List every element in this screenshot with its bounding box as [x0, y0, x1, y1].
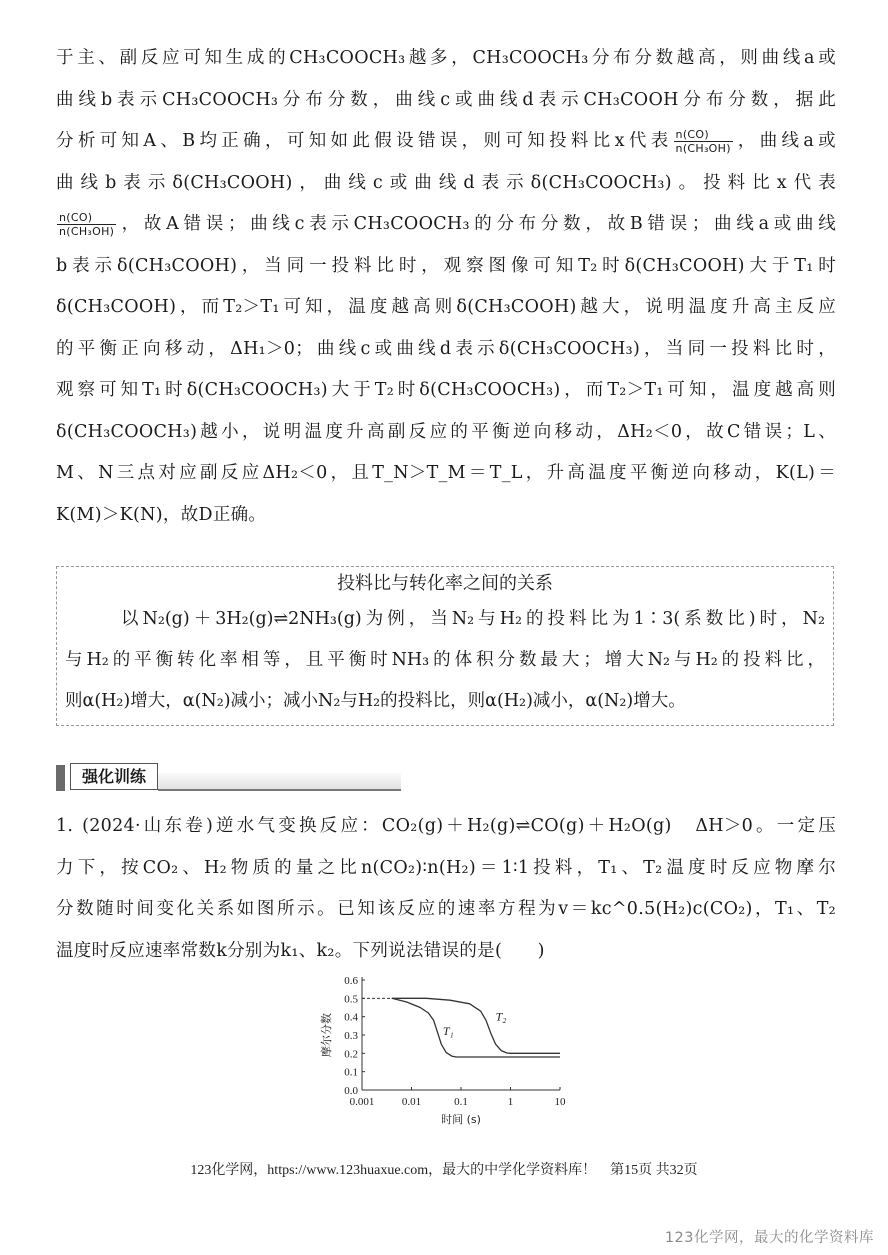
question-line: 分数随时间变化关系如图所示。已知该反应的速率方程为v＝kc^0.5(H₂)c(CO₂)，T₁、T₂ [56, 899, 836, 919]
ratio-fraction [57, 211, 116, 238]
section-title: 强化训练 [70, 763, 158, 790]
text-line-with-fraction [56, 121, 836, 163]
question-line: 力下，按CO₂、H₂物质的量之比n(CO₂)∶n(H₂)＝1∶1投料，T₁、T₂温度时反应物摩尔 [56, 857, 836, 878]
x-tick-label: 0.01 [401, 1096, 422, 1108]
text-line: 的平衡正向移动，ΔH₁＞0；曲线c或曲线d表示δ(CH₃COOCH₃)，当同一投料比时， [56, 338, 836, 359]
text-line: 于主、副反应可知生成的CH₃COOCH₃越多，CH₃COOCH₃分布分数越高，则曲线a或 [56, 48, 836, 68]
explanation-paragraph [56, 38, 836, 536]
text-segment: ，曲线a或 [733, 131, 836, 151]
series-label-t1: T₁ [442, 1024, 454, 1038]
y-axis-label: 摩尔分数 [320, 1013, 333, 1057]
x-tick-label: 0.001 [349, 1096, 375, 1108]
x-axis-label: 时间 (s) [441, 1113, 481, 1126]
text-line: 以N₂(g)＋3H₂(g)⇌2NH₃(g)为例，当N₂与H₂的投料比为1∶3(系数比)时，N₂ [121, 609, 825, 629]
fraction-numerator: n(CO) [57, 211, 116, 225]
x-tick-label: 1 [507, 1096, 514, 1108]
text-line: 曲线b表示CH₃COOCH₃分布分数，曲线c或曲线d表示CH₃COOH分布分数，据此 [56, 89, 836, 110]
y-tick-label: 0.6 [344, 975, 358, 987]
section-marker-bar [56, 765, 65, 791]
text-line: M、N三点对应副反应ΔH₂＜0，且T_N＞T_M＝T_L，升高温度平衡逆向移动，K(L)＝ [56, 463, 836, 483]
series-line-t1 [392, 998, 560, 1057]
note-box-title: 投料比与转化率之间的关系 [337, 573, 553, 594]
mole-fraction-chart [310, 965, 580, 1135]
series-label-t2: T₂ [495, 1009, 507, 1024]
text-line: b表示δ(CH₃COOH)，当同一投料比时，观察图像可知T₂时δ(CH₃COOH)大于T₁时 [56, 255, 836, 276]
text-segment: ，故A错误；曲线c表示CH₃COOCH₃的分布分数，故B错误；曲线a或曲线 [117, 214, 836, 234]
chart-svg [310, 965, 580, 1135]
text-line: 曲线b表示δ(CH₃COOH)，曲线c或曲线d表示δ(CH₃COOCH₃)。投料比x代表 [56, 172, 836, 193]
text-line: 则α(H₂)增大，α(N₂)减小；减小N₂与H₂的投料比，则α(H₂)减小，α(N₂)增大。 [65, 691, 686, 711]
text-line: 与H₂的平衡转化率相等，且平衡时NH₃的体积分数最大；增大N₂与H₂的投料比， [65, 650, 825, 670]
x-tick-label: 10 [554, 1096, 566, 1108]
question-line: 1. (2024·山东卷)逆水气变换反应：CO₂(g)＋H₂(g)⇌CO(g)＋H₂O(g) ΔH＞0。一定压 [56, 816, 836, 836]
fraction-numerator: n(CO) [674, 128, 733, 142]
y-tick-label: 0.5 [344, 993, 358, 1006]
text-line: K(M)＞K(N)，故D正确。 [56, 504, 267, 525]
note-box [56, 566, 834, 726]
text-line: δ(CH₃COOCH₃)越小，说明温度升高副反应的平衡逆向移动，ΔH₂＜0，故C错误；L、 [56, 421, 836, 442]
question-line: 温度时反应速率常数k分别为k₁、k₂。下列说法错误的是( ) [56, 940, 545, 961]
ratio-fraction [674, 128, 733, 155]
text-line: δ(CH₃COOH)，而T₂＞T₁可知，温度越高则δ(CH₃COOH)越大，说明温度升高主反应 [56, 297, 836, 317]
fraction-denominator: n(CH₃OH) [675, 142, 731, 155]
text-line: 观察可知T₁时δ(CH₃COOCH₃)大于T₂时δ(CH₃COOCH₃)，而T₂＞T₁可知，温度越高则 [56, 380, 836, 400]
section-header [56, 763, 401, 791]
y-tick-label: 0.1 [344, 1066, 358, 1079]
watermark: 123化学网，最大的化学资料库 [664, 1230, 874, 1246]
y-tick-label: 0.4 [344, 1011, 358, 1024]
text-line-with-fraction [56, 204, 836, 246]
fraction-denominator: n(CH₃OH) [59, 225, 115, 238]
x-tick-label: 0.1 [454, 1096, 468, 1108]
y-tick-label: 0.0 [344, 1085, 358, 1097]
question-paragraph [56, 806, 836, 972]
page-footer: 123化学网，https://www.123huaxue.com，最大的中学化学资料库！ 第15页 共32页 [190, 1163, 698, 1178]
note-box-body [65, 599, 825, 722]
section-rule [158, 773, 401, 791]
y-tick-label: 0.3 [344, 1030, 358, 1042]
text-segment: 分析可知A、B均正确，可知如此假设错误，则可知投料比x代表 [56, 131, 673, 151]
y-tick-label: 0.2 [344, 1048, 358, 1061]
